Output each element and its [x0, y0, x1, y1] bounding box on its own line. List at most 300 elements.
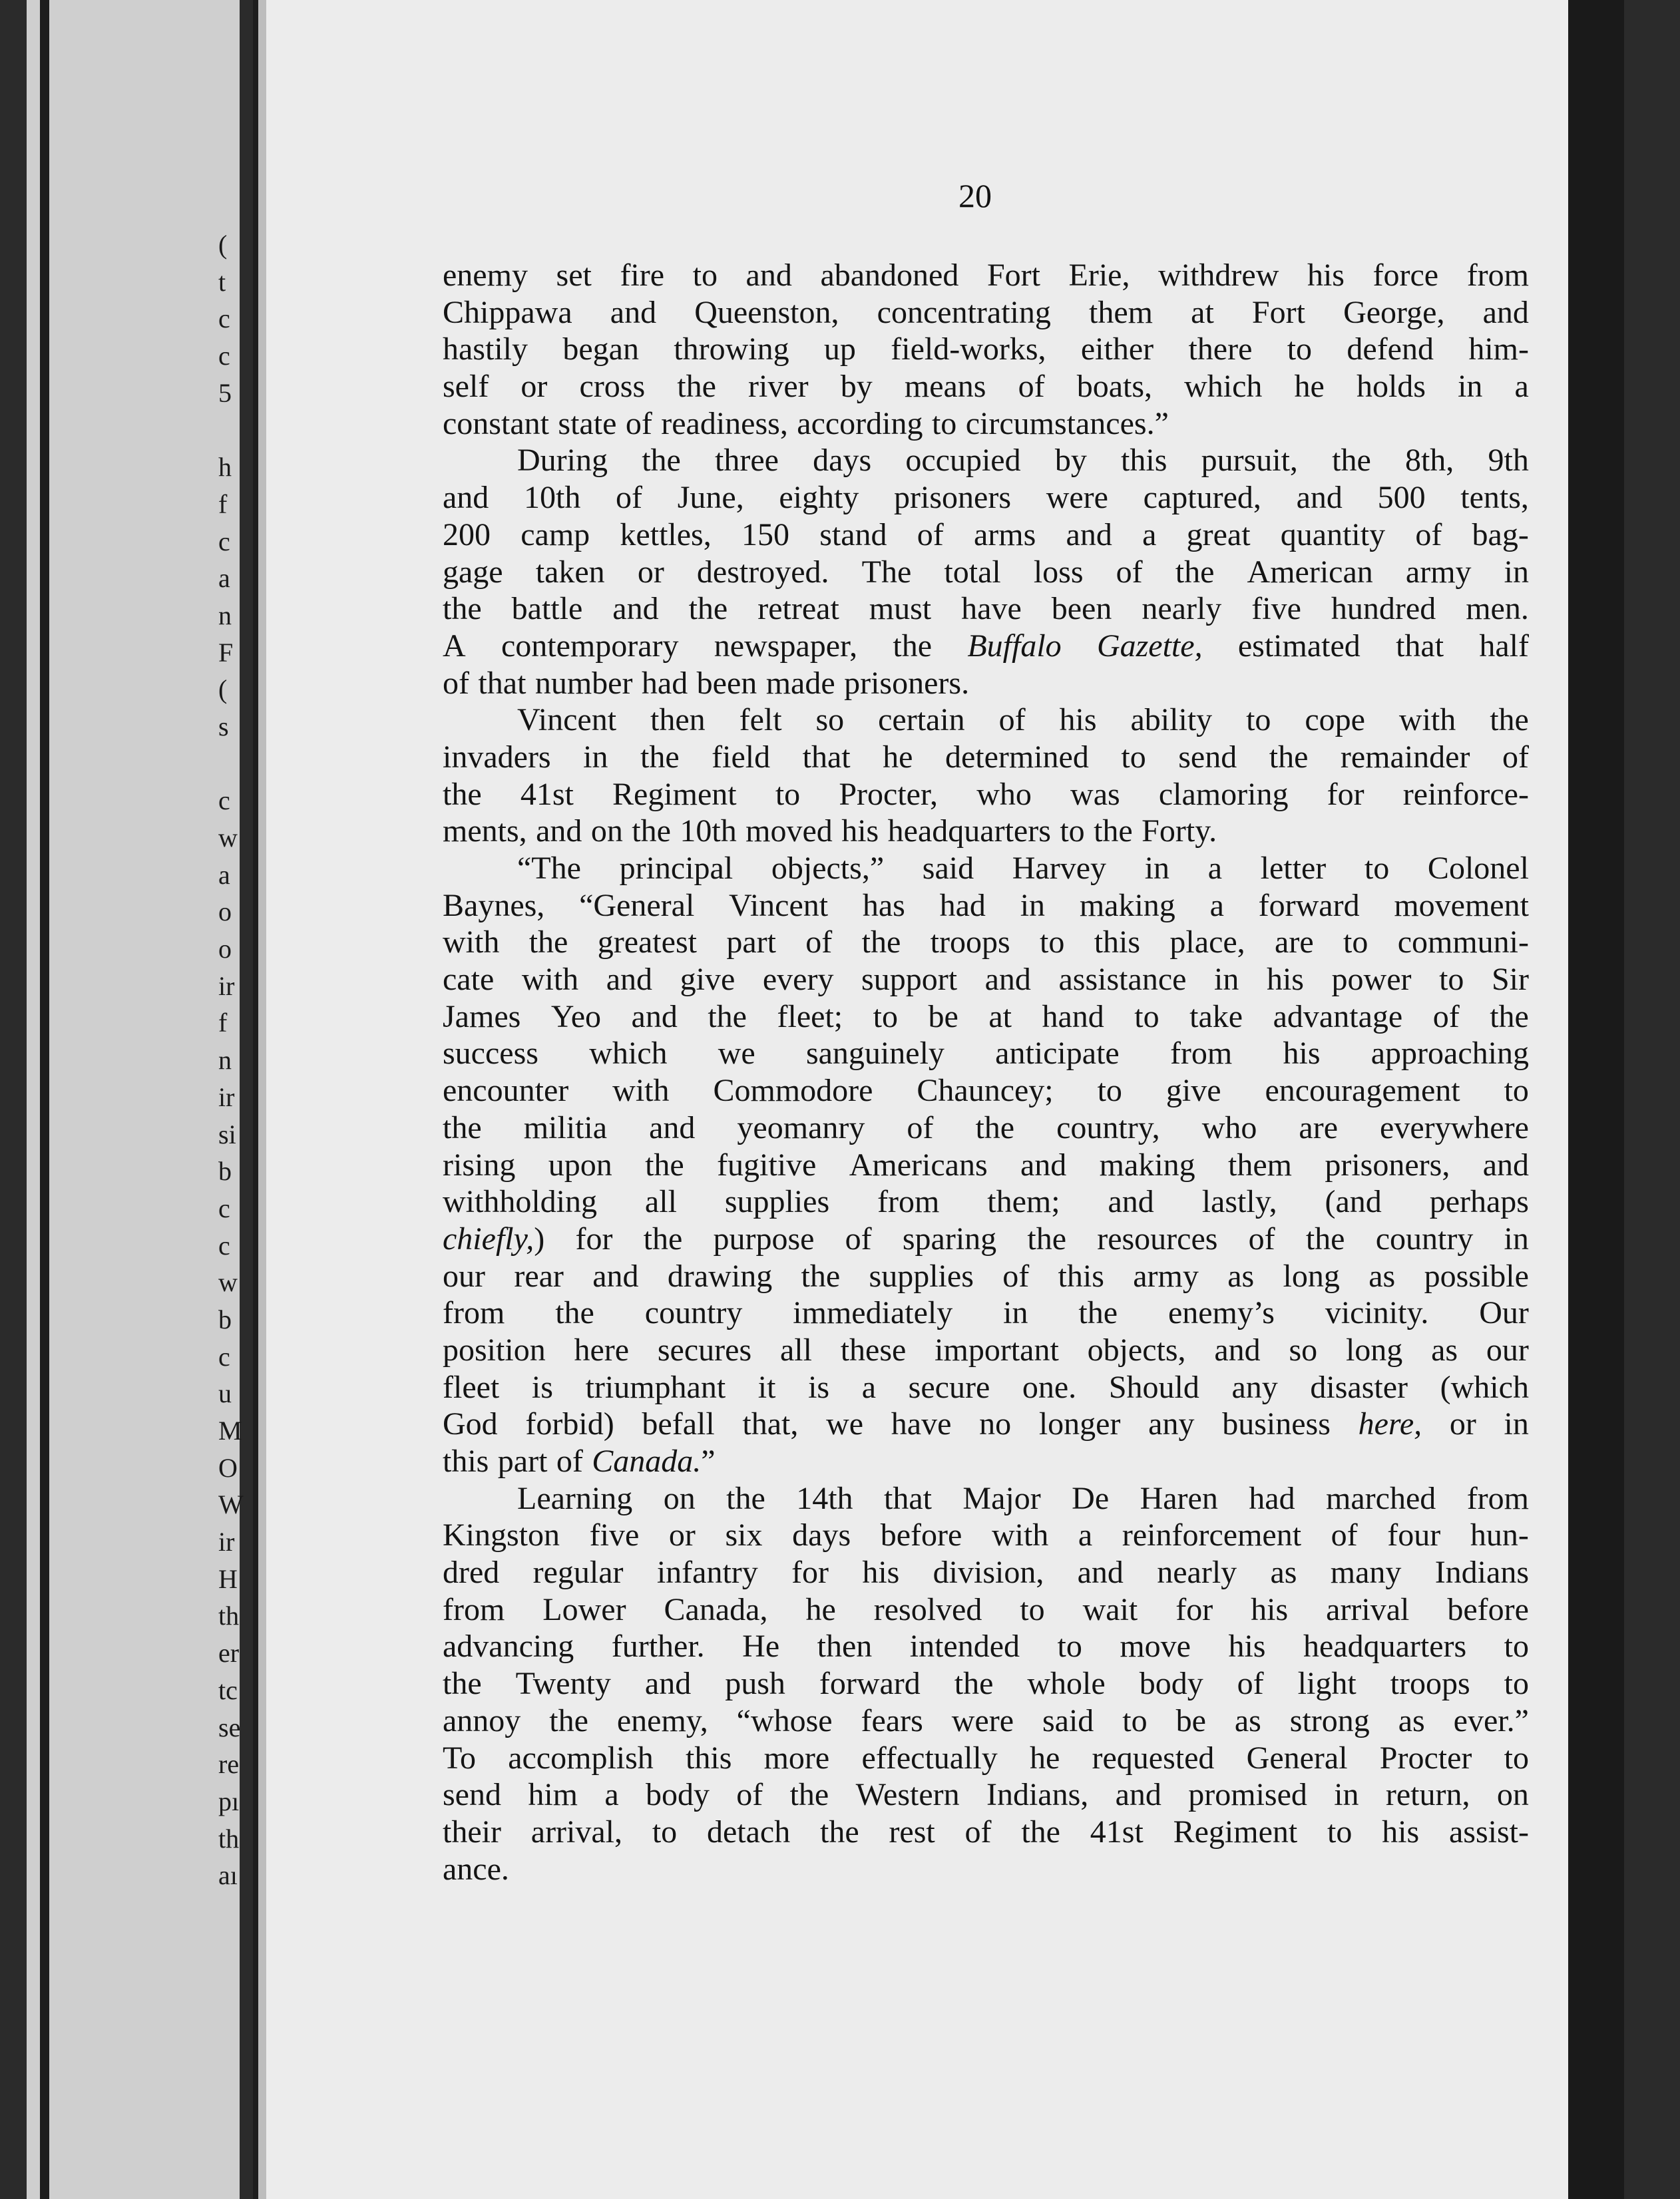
- word: by: [1054, 443, 1087, 479]
- word: the: [861, 924, 901, 960]
- word: and: [1482, 294, 1529, 330]
- word: move: [1120, 1629, 1191, 1665]
- word: with: [521, 962, 579, 998]
- word: prisoners,: [1325, 1147, 1450, 1183]
- word: he: [1294, 369, 1325, 405]
- word: as: [1431, 1332, 1458, 1368]
- word: sanguinely: [805, 1036, 945, 1072]
- word: his: [1283, 1036, 1321, 1072]
- margin-fragment: si: [218, 1119, 236, 1149]
- word: the: [726, 1480, 765, 1516]
- word: Chauncey;: [917, 1073, 1054, 1109]
- word: river: [748, 369, 809, 405]
- margin-fragment: c: [218, 526, 230, 556]
- word: hand: [1042, 998, 1104, 1034]
- word: drawing: [667, 1258, 773, 1294]
- word: “The: [517, 851, 581, 886]
- word: pursuit,: [1201, 443, 1298, 479]
- word: the: [820, 1814, 859, 1850]
- word: fears: [861, 1702, 923, 1738]
- margin-fragment: th: [218, 1601, 240, 1631]
- text-line: [443, 368, 1529, 405]
- word: to: [1504, 1073, 1529, 1109]
- margin-fragment: s: [218, 711, 229, 741]
- word: a: [1142, 516, 1157, 552]
- word: by: [840, 369, 873, 405]
- word: approaching: [1370, 1036, 1529, 1072]
- margin-fragment: er: [218, 1638, 240, 1669]
- margin-fragment: t: [218, 266, 226, 297]
- word: he: [1029, 1740, 1060, 1776]
- word: said: [922, 851, 974, 886]
- word: rest: [889, 1814, 935, 1850]
- word: sparing: [902, 1221, 997, 1257]
- word: five: [589, 1517, 640, 1553]
- word: retreat: [757, 591, 839, 627]
- word: ability: [1130, 702, 1213, 738]
- word: advantage: [1273, 998, 1403, 1034]
- word: in: [1334, 1777, 1359, 1813]
- margin-fragment: [218, 411, 249, 449]
- word: upon: [548, 1147, 612, 1183]
- text-line: [443, 1072, 1529, 1109]
- word: them;: [987, 1184, 1060, 1220]
- word: for: [1175, 1591, 1213, 1627]
- word: which: [589, 1036, 668, 1072]
- word: push: [725, 1666, 785, 1702]
- word: body: [1139, 1666, 1203, 1702]
- word: his: [1307, 258, 1345, 293]
- word: “whose: [736, 1702, 833, 1738]
- word: the: [555, 1295, 594, 1331]
- word: field: [712, 739, 771, 775]
- word: effectually: [861, 1740, 998, 1776]
- word: the: [643, 1221, 683, 1257]
- word: arrival: [1326, 1591, 1410, 1627]
- margin-fragment: n: [218, 1045, 232, 1076]
- word: possible: [1424, 1258, 1529, 1294]
- word: in: [1003, 1295, 1028, 1331]
- word: of: [845, 1221, 872, 1257]
- word: eighty: [779, 480, 859, 516]
- word: of: [1018, 369, 1045, 405]
- margin-fragment: w: [218, 1267, 238, 1298]
- word: more: [763, 1740, 830, 1776]
- word: began: [562, 331, 639, 367]
- word: Should: [1108, 1369, 1199, 1405]
- word: in: [1504, 554, 1529, 590]
- word: all: [644, 1184, 677, 1220]
- word: in: [1504, 1406, 1529, 1442]
- word: power: [1331, 962, 1412, 998]
- text-line: [443, 479, 1529, 516]
- word: to: [692, 258, 718, 293]
- margin-fragment: c: [218, 341, 230, 371]
- margin-fragment: f: [218, 1008, 228, 1038]
- word: to: [1060, 813, 1085, 849]
- word: of: [805, 924, 833, 960]
- word: days: [813, 443, 872, 479]
- word: country: [1375, 1221, 1474, 1257]
- word: infantry: [656, 1555, 758, 1591]
- text-line: [443, 1480, 1529, 1517]
- word: rear: [514, 1258, 564, 1294]
- word: from: [443, 1591, 505, 1627]
- margin-fragment: M: [218, 1416, 242, 1446]
- word: or: [637, 554, 664, 590]
- word: American: [1247, 554, 1373, 590]
- word: of: [443, 665, 469, 701]
- word: the: [1078, 1295, 1118, 1331]
- word: stand: [819, 516, 887, 552]
- word: secure: [908, 1369, 990, 1405]
- word: the: [1094, 813, 1133, 849]
- word: there: [1188, 331, 1253, 367]
- word: resources: [1097, 1221, 1218, 1257]
- word: annoy: [443, 1702, 521, 1738]
- word: “General: [579, 887, 695, 923]
- word: who: [976, 776, 1032, 812]
- word: greatest: [597, 924, 697, 960]
- word: whole: [1027, 1666, 1106, 1702]
- word: 150: [741, 516, 789, 552]
- word: yeomanry: [737, 1109, 865, 1145]
- word: assistance: [1058, 962, 1187, 998]
- word: headquarters: [887, 813, 1051, 849]
- text-line: [443, 998, 1529, 1036]
- word: so: [815, 702, 845, 738]
- word: Baynes,: [443, 887, 545, 923]
- word: support: [861, 962, 958, 998]
- word: the: [1269, 739, 1309, 775]
- word: to: [1327, 1814, 1353, 1850]
- word: A: [443, 628, 466, 664]
- word: immediately: [793, 1295, 953, 1331]
- word: camp: [521, 516, 590, 552]
- facing-page-text-fragments: [218, 226, 249, 1894]
- word: anticipate: [995, 1036, 1120, 1072]
- word: half: [1479, 628, 1529, 664]
- word: the: [954, 1666, 994, 1702]
- word: and: [1296, 480, 1343, 516]
- word: business: [1222, 1406, 1331, 1442]
- word: Fort: [1251, 294, 1305, 330]
- word: To: [443, 1740, 476, 1776]
- word: 10th: [524, 480, 581, 516]
- text-line: [443, 1554, 1529, 1591]
- word: and: [612, 591, 659, 627]
- text-line: [443, 1258, 1529, 1295]
- word: the: [1027, 1221, 1066, 1257]
- word: headquarters: [1303, 1629, 1467, 1665]
- word: and: [631, 998, 678, 1034]
- word: his: [1266, 962, 1304, 998]
- word: loss: [1033, 554, 1084, 590]
- word: had: [1249, 1480, 1295, 1516]
- word: self: [443, 369, 489, 405]
- word: bag-: [1472, 516, 1529, 552]
- word: nearly: [1157, 1555, 1237, 1591]
- word: movement: [1394, 887, 1529, 923]
- word: a: [604, 1777, 619, 1813]
- word: four: [1387, 1517, 1441, 1553]
- word: their: [443, 1814, 501, 1850]
- word: the: [1305, 1221, 1345, 1257]
- word: ever.”: [1453, 1702, 1529, 1738]
- word: dred: [443, 1555, 500, 1591]
- margin-fragment: (: [218, 230, 228, 260]
- word: which: [1184, 369, 1263, 405]
- word: of: [1415, 516, 1442, 552]
- word: from: [1466, 258, 1529, 293]
- text-line: [443, 554, 1529, 591]
- word: forward: [1258, 887, 1360, 923]
- word: great: [1186, 516, 1251, 552]
- margin-fragment: u: [218, 1378, 232, 1409]
- word: secures: [657, 1332, 752, 1368]
- word: and: [592, 1258, 639, 1294]
- word: these: [840, 1332, 907, 1368]
- facing-page-gutter: [40, 0, 49, 2199]
- margin-fragment: pı: [218, 1786, 240, 1816]
- margin-fragment: c: [218, 1341, 230, 1372]
- word: of: [625, 405, 652, 441]
- word: supplies: [869, 1258, 974, 1294]
- word: the: [528, 924, 568, 960]
- word: to: [1343, 924, 1368, 960]
- word: been: [1051, 591, 1112, 627]
- word: and: [1214, 1332, 1261, 1368]
- margin-fragment: b: [218, 1304, 232, 1334]
- text-line: [443, 701, 1529, 739]
- word: Commodore: [713, 1073, 873, 1109]
- word: according: [797, 405, 923, 441]
- margin-fragment: 5: [218, 377, 232, 408]
- word: to: [1122, 1702, 1148, 1738]
- word: 41st: [520, 776, 574, 812]
- word: them: [1228, 1147, 1292, 1183]
- word: Buffalo: [967, 628, 1062, 664]
- margin-fragment: W: [218, 1490, 244, 1520]
- word: marched: [1326, 1480, 1436, 1516]
- word: and: [1108, 1184, 1154, 1220]
- word: to: [1504, 1666, 1529, 1702]
- word: or: [521, 369, 548, 405]
- word: long: [1345, 1332, 1403, 1368]
- word: are: [1275, 924, 1314, 960]
- text-line: [443, 1443, 1529, 1480]
- word: before: [1447, 1591, 1529, 1627]
- word: the: [632, 813, 671, 849]
- word: from: [1466, 1480, 1529, 1516]
- word: moved: [745, 813, 833, 849]
- word: and: [644, 1666, 692, 1702]
- word: cate: [443, 962, 495, 998]
- word: as: [1270, 1555, 1297, 1591]
- word: encouragement: [1265, 1073, 1460, 1109]
- word: gage: [443, 554, 503, 590]
- word: boats,: [1076, 369, 1153, 405]
- word: fleet;: [777, 998, 843, 1034]
- word: the: [708, 998, 747, 1034]
- word: and: [606, 962, 653, 998]
- word: of: [556, 1444, 583, 1479]
- word: the: [443, 591, 482, 627]
- word: take: [1189, 998, 1243, 1034]
- word: kettles,: [620, 516, 712, 552]
- word: to: [1134, 998, 1159, 1034]
- word: Learning: [517, 1480, 633, 1516]
- word: vicinity.: [1325, 1295, 1429, 1331]
- text-line: [443, 1332, 1529, 1369]
- word: Fort: [986, 258, 1040, 293]
- word: Erie,: [1068, 258, 1130, 293]
- word: to: [1097, 1073, 1122, 1109]
- word: the: [677, 369, 716, 405]
- text-line: [443, 850, 1529, 887]
- word: chiefly,): [443, 1221, 545, 1257]
- margin-fragment: (: [218, 674, 228, 705]
- word: defend: [1347, 331, 1434, 367]
- word: and: [984, 962, 1031, 998]
- word: our: [1486, 1332, 1529, 1368]
- word: of: [1002, 1258, 1030, 1294]
- word: his: [1382, 1814, 1420, 1850]
- word: objects,”: [771, 851, 885, 886]
- word: five: [1251, 591, 1301, 627]
- word: to: [1504, 1629, 1529, 1665]
- word: for: [1327, 776, 1365, 812]
- word: detach: [706, 1814, 791, 1850]
- word: in: [583, 739, 608, 775]
- word: accomplish: [508, 1740, 654, 1776]
- text-line: [443, 590, 1529, 628]
- word: troops: [930, 924, 1010, 960]
- text-line: [443, 1147, 1529, 1184]
- word: the: [642, 443, 681, 479]
- text-line: [443, 924, 1529, 961]
- word: General: [1246, 1740, 1348, 1776]
- text-line: [443, 1702, 1529, 1740]
- word: rising: [443, 1147, 516, 1183]
- word: with: [991, 1517, 1049, 1553]
- word: we: [718, 1036, 755, 1072]
- word: at: [988, 998, 1012, 1034]
- word: as: [1227, 1258, 1255, 1294]
- word: this: [1121, 443, 1167, 479]
- word: field-works,: [891, 331, 1046, 367]
- word: cope: [1305, 702, 1365, 738]
- word: Gazette,: [1096, 628, 1203, 664]
- word: of: [1116, 554, 1143, 590]
- word: determined: [945, 739, 1089, 775]
- word: estimated: [1237, 628, 1361, 664]
- word: De: [1072, 1480, 1110, 1516]
- word: Lower: [542, 1591, 626, 1627]
- word: position: [443, 1332, 546, 1368]
- word: to: [1020, 1591, 1045, 1627]
- word: forbid): [525, 1406, 614, 1442]
- word: his: [1251, 1591, 1289, 1627]
- word: in: [1020, 887, 1046, 923]
- word: this: [1058, 1258, 1104, 1294]
- margin-fragment: c: [218, 1193, 230, 1223]
- word: (and: [1325, 1184, 1382, 1220]
- word: a: [861, 1369, 877, 1405]
- text-line: [443, 1295, 1529, 1332]
- word: here: [574, 1332, 630, 1368]
- text-line: [443, 1851, 1529, 1888]
- word: objects,: [1087, 1332, 1186, 1368]
- word: 8th,: [1404, 443, 1454, 479]
- text-line: [443, 776, 1529, 813]
- word: circumstances.”: [965, 405, 1169, 441]
- text-line: [443, 1183, 1529, 1221]
- word: Regiment: [612, 776, 737, 812]
- word: from: [877, 1184, 940, 1220]
- word: of: [616, 480, 643, 516]
- text-line: [443, 294, 1529, 331]
- word: Vincent: [729, 887, 829, 923]
- word: abandoned: [820, 258, 959, 293]
- word: During: [517, 443, 608, 479]
- word: to: [1287, 331, 1313, 367]
- word: and: [536, 813, 582, 849]
- word: send: [1178, 739, 1237, 775]
- word: Sir: [1491, 962, 1529, 998]
- word: befall: [642, 1406, 715, 1442]
- word: our: [443, 1258, 485, 1294]
- word: a: [1207, 851, 1222, 886]
- word: enemy: [443, 258, 528, 293]
- word: Western: [855, 1777, 960, 1813]
- word: him-: [1468, 331, 1529, 367]
- word: light: [1297, 1666, 1357, 1702]
- word: had: [641, 665, 688, 701]
- word: arrival,: [530, 1814, 623, 1850]
- word: Major: [962, 1480, 1041, 1516]
- word: perhaps: [1429, 1184, 1529, 1220]
- word: contemporary: [501, 628, 679, 664]
- word: fugitive: [717, 1147, 817, 1183]
- margin-fragment: b: [218, 1156, 232, 1187]
- word: 500: [1377, 480, 1426, 516]
- word: to: [873, 998, 898, 1034]
- word: hun-: [1470, 1517, 1529, 1553]
- word: destroyed.: [696, 554, 829, 590]
- word: Forty.: [1142, 813, 1217, 849]
- word: Colonel: [1427, 851, 1529, 886]
- margin-fragment: c: [218, 303, 230, 334]
- word: number: [534, 665, 633, 701]
- word: has: [862, 887, 905, 923]
- word: every: [762, 962, 834, 998]
- word: is: [531, 1369, 553, 1405]
- word: the: [1021, 1814, 1060, 1850]
- text-line: [443, 1035, 1529, 1072]
- word: the: [640, 739, 680, 775]
- word: occupied: [905, 443, 1021, 479]
- word: The: [861, 554, 912, 590]
- word: Indians,: [986, 1777, 1089, 1813]
- word: of: [964, 1814, 992, 1850]
- margin-fragment: se: [218, 1712, 241, 1742]
- word: the: [443, 776, 482, 812]
- word: is: [808, 1369, 830, 1405]
- word: him: [528, 1777, 578, 1813]
- word: or: [1449, 1406, 1476, 1442]
- margin-fragment: O: [218, 1452, 238, 1483]
